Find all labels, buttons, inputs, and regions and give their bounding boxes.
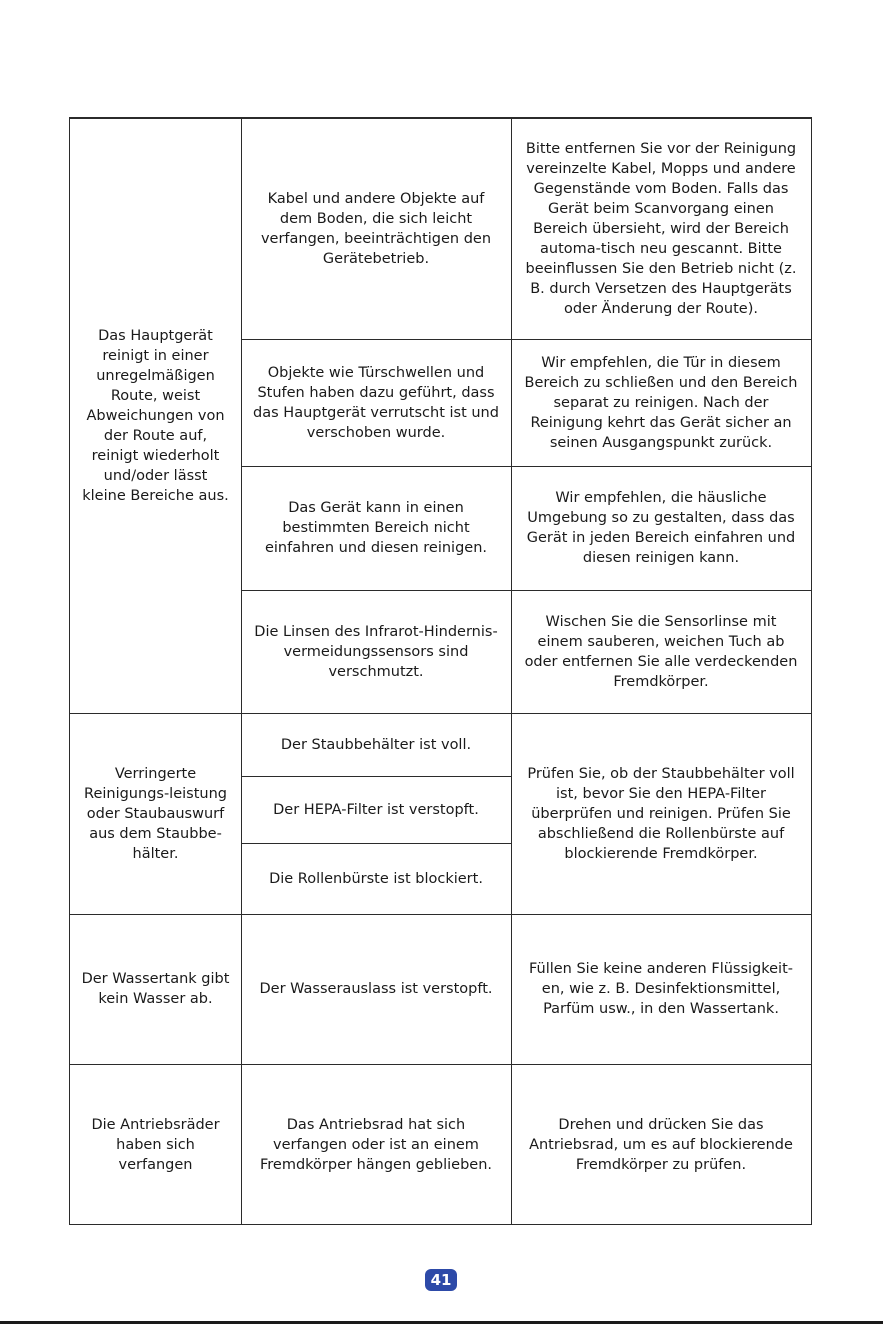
cause-cell — [241, 339, 511, 466]
solution-text: Prüfen Sie, ob der Staubbehälter voll ist, bevor Sie den HEPA-Filter überprüfen und reinigen. Prüfen Sie abschließend die Rollenbürste auf blockierende Fremdkörper. — [527, 765, 795, 862]
table-border-top — [69, 117, 812, 119]
solution-text: Drehen und drücken Sie das Antriebsrad, um es auf blockierende Fremdkörper zu prüfen. — [529, 1116, 793, 1173]
row-divider — [69, 914, 812, 915]
problem-text: Verringerte Reinigungs-leistung oder Staubauswurf aus dem Staubbe-hälter. — [84, 765, 227, 862]
sub-row-divider — [241, 776, 511, 777]
solution-text: Wir empfehlen, die häusliche Umgebung so zu gestalten, dass das Gerät in jeden Bereich einfahren und diesen reinigen kann. — [526, 490, 796, 566]
sub-row-divider — [241, 466, 812, 467]
table-border-left — [69, 117, 70, 1225]
cause-cell — [241, 590, 511, 713]
problem-text: Der Wassertank gibt kein Wasser ab. — [81, 971, 230, 1007]
cause-text: Der HEPA-Filter ist verstopft. — [273, 801, 479, 818]
sub-row-divider — [241, 590, 812, 591]
column-divider — [511, 117, 512, 1225]
cause-cell — [241, 1064, 511, 1225]
cause-text: Objekte wie Türschwellen und Stufen haben dazu geführt, dass das Hauptgerät verrutscht ist und verschoben wurde. — [253, 364, 499, 441]
problem-text: Das Hauptgerät reinigt in einer unregelmäßigen Route, weist Abweichungen von der Route auf, reinigt wiederholt und/oder lässt kleine Bereiche aus. — [82, 327, 229, 504]
problem-cell — [70, 1064, 241, 1225]
solution-cell — [511, 914, 811, 1064]
sub-row-divider — [241, 339, 812, 340]
solution-cell — [511, 1064, 811, 1225]
solution-text: Wir empfehlen, die Tür in diesem Bereich zu schließen und den Bereich separat zu reinigen. Nach der Reinigung kehrt das Gerät sicher an seinen Ausgangspunkt zurück. — [524, 354, 798, 451]
cause-cell — [241, 776, 511, 843]
solution-cell — [511, 466, 811, 590]
cause-cell — [241, 713, 511, 776]
sub-row-divider — [241, 843, 511, 844]
solution-text: Bitte entfernen Sie vor der Reinigung vereinzelte Kabel, Mopps und andere Gegenstände vom Boden. Falls das Gerät beim Scanvorgang einen Bereich übersieht, wird der Bereich automa-tisch neu gescannt. Bitte beeinflussen Sie den Betrieb nicht (z. B. durch Versetzen des Hauptgeräts oder Änderung der Route). — [525, 140, 797, 317]
cause-cell — [241, 118, 511, 339]
solution-text: Füllen Sie keine anderen Flüssigkeit-en, wie z. B. Desinfektionsmittel, Parfüm usw., in den Wassertank. — [528, 961, 794, 1017]
table-border-right — [811, 117, 812, 1225]
cause-cell — [241, 914, 511, 1064]
problem-cell — [70, 118, 241, 713]
solution-cell — [511, 339, 811, 466]
cause-text: Die Rollenbürste ist blockiert. — [269, 870, 483, 887]
cause-cell — [241, 466, 511, 590]
cause-text: Das Gerät kann in einen bestimmten Bereich nicht einfahren und diesen reinigen. — [264, 500, 488, 556]
column-divider — [241, 117, 242, 1225]
cause-text: Kabel und andere Objekte auf dem Boden, die sich leicht verfangen, beeinträchtigen den Gerätebetrieb. — [260, 190, 492, 267]
table-border-bottom — [69, 1224, 812, 1225]
cause-text: Der Wasserauslass ist verstopft. — [259, 981, 493, 997]
solution-cell — [511, 590, 811, 713]
problem-cell — [70, 713, 241, 914]
solution-cell — [511, 713, 811, 914]
solution-text: Wischen Sie die Sensorlinse mit einem sauberen, weichen Tuch ab oder entfernen Sie alle verdeckenden Fremdkörper. — [524, 613, 798, 690]
cause-text: Die Linsen des Infrarot-Hindernis-vermeidungssensors sind verschmutzt. — [254, 623, 498, 680]
cause-text: Das Antriebsrad hat sich verfangen oder ist an einem Fremdkörper hängen geblieben. — [259, 1116, 492, 1173]
problem-text: Die Antriebsräder haben sich verfangen — [91, 1116, 220, 1173]
cause-text: Der Staubbehälter ist voll. — [280, 736, 472, 753]
solution-cell — [511, 118, 811, 339]
problem-cell — [70, 914, 241, 1064]
row-divider — [69, 713, 812, 714]
row-divider — [69, 1064, 812, 1065]
cause-cell — [241, 843, 511, 914]
page-number: 41 — [425, 1269, 457, 1291]
